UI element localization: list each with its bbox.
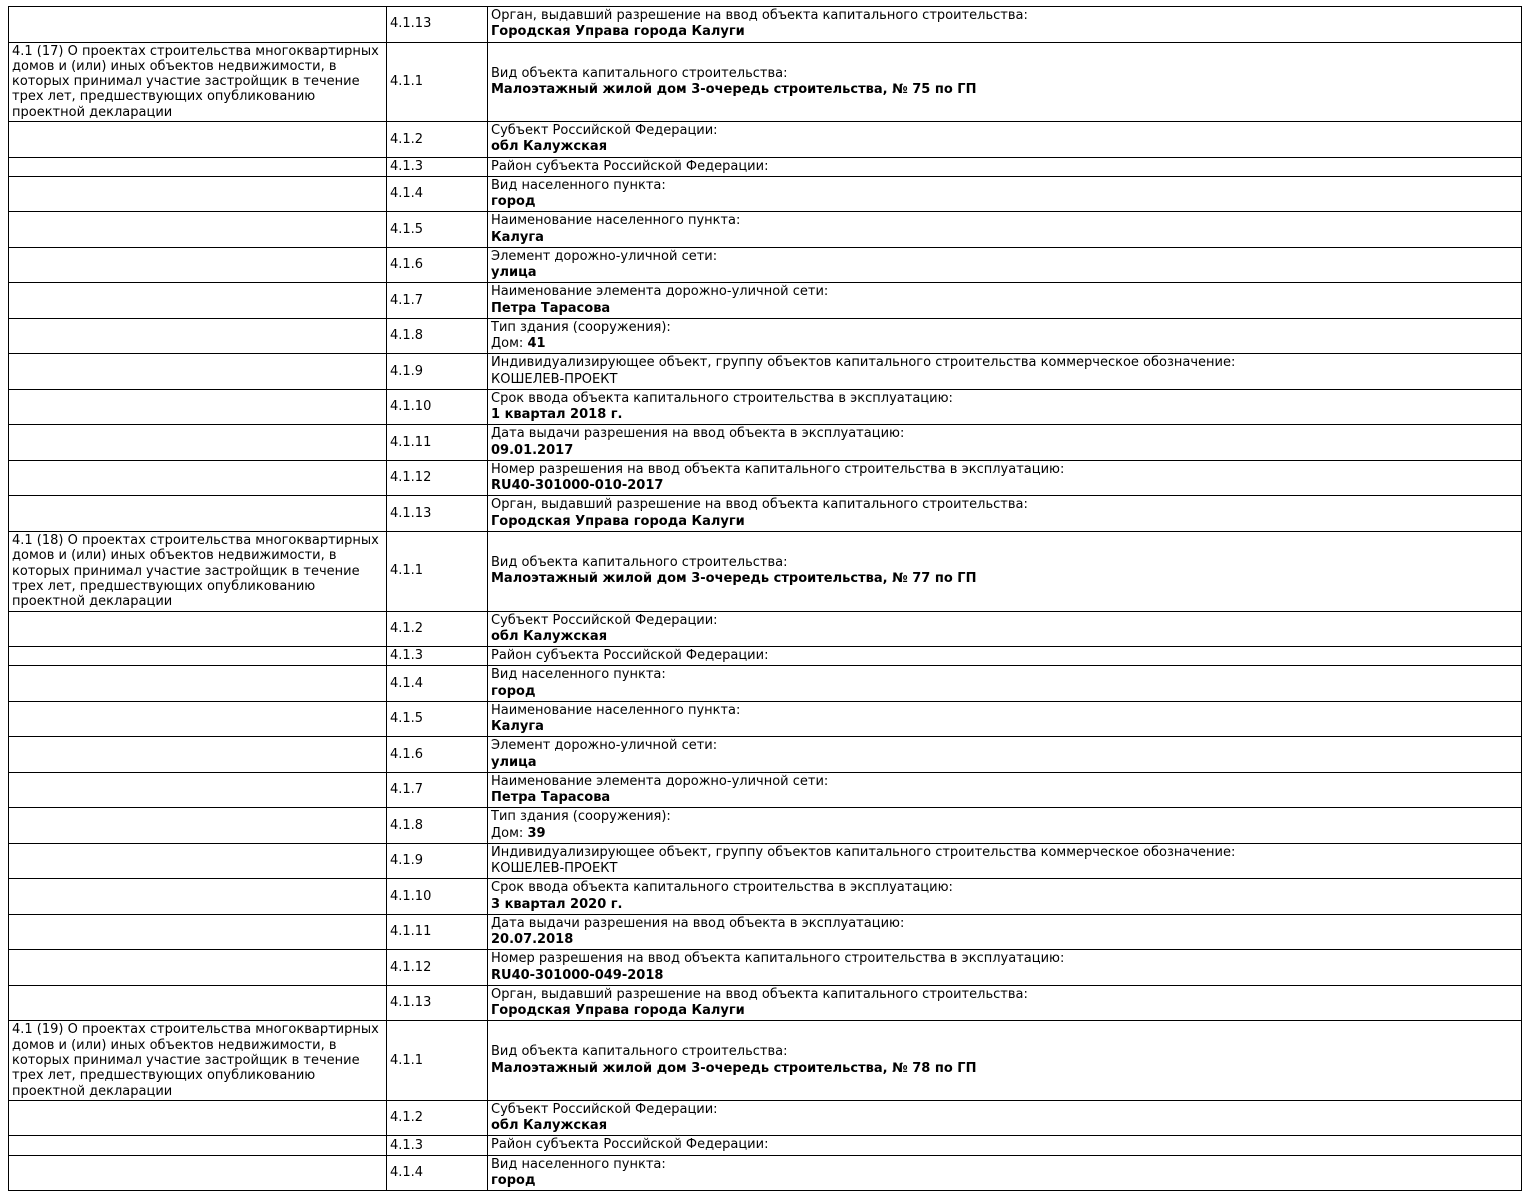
field-value-line bbox=[491, 968, 1518, 984]
section-empty-cell bbox=[9, 247, 387, 283]
field-label: Наименование элемента дорожно-уличной сети: bbox=[491, 773, 829, 789]
code-cell: 4.1.9 bbox=[387, 843, 488, 879]
field-value: улица bbox=[491, 754, 537, 770]
code-cell: 4.1.4 bbox=[387, 176, 488, 212]
field-value: Петра Тарасова bbox=[491, 790, 611, 806]
code-cell: 4.1.9 bbox=[387, 354, 488, 390]
content-cell bbox=[488, 1021, 1522, 1101]
code-cell: 4.1.6 bbox=[387, 737, 488, 773]
field-value: Городская Управа города Калуги bbox=[491, 24, 745, 40]
field-value: город bbox=[491, 1172, 536, 1188]
field-value: 20.07.2018 bbox=[491, 932, 574, 948]
field-value-line bbox=[491, 826, 1518, 842]
code-cell: 4.1.5 bbox=[387, 701, 488, 737]
section-empty-cell bbox=[9, 772, 387, 808]
field-value: улица bbox=[491, 265, 537, 281]
field-value: КОШЕЛЕВ-ПРОЕКТ bbox=[491, 371, 618, 387]
field-value-line bbox=[491, 1061, 1518, 1077]
field-value-line bbox=[491, 139, 1518, 155]
section-description-cell: 4.1 (19) О проектах строительства многоквартирных домов и (или) иных объектов недвижимости, в которых принимал участие застройщик в течение трех лет, предшествующих опубликованию проектной декларации bbox=[9, 1021, 387, 1101]
code-cell: 4.1.11 bbox=[387, 425, 488, 461]
code-cell: 4.1.13 bbox=[387, 985, 488, 1021]
field-label: Наименование населенного пункта: bbox=[491, 213, 741, 229]
field-label: Вид населенного пункта: bbox=[491, 177, 666, 193]
field-value-line bbox=[491, 897, 1518, 913]
code-cell: 4.1.8 bbox=[387, 808, 488, 844]
content-cell bbox=[488, 1100, 1522, 1136]
field-value-line bbox=[491, 372, 1518, 388]
field-value-line bbox=[491, 265, 1518, 281]
code-cell: 4.1.12 bbox=[387, 460, 488, 496]
field-label: Вид населенного пункта: bbox=[491, 1156, 666, 1172]
field-value-line bbox=[491, 629, 1518, 645]
content-cell bbox=[488, 701, 1522, 737]
field-value: город bbox=[491, 194, 536, 210]
table-row bbox=[9, 247, 1522, 283]
content-cell bbox=[488, 176, 1522, 212]
field-label: Срок ввода объекта капитального строительства в эксплуатацию: bbox=[491, 390, 953, 406]
section-description-cell: 4.1 (18) О проектах строительства многоквартирных домов и (или) иных объектов недвижимости, в которых принимал участие застройщик в течение трех лет, предшествующих опубликованию проектной декларации bbox=[9, 531, 387, 611]
code-cell: 4.1.2 bbox=[387, 122, 488, 158]
code-cell: 4.1.10 bbox=[387, 879, 488, 915]
code-cell: 4.1.2 bbox=[387, 1100, 488, 1136]
content-cell bbox=[488, 460, 1522, 496]
field-value-line bbox=[491, 443, 1518, 459]
code-cell: 4.1.13 bbox=[387, 496, 488, 532]
field-value: 09.01.2017 bbox=[491, 442, 574, 458]
section-empty-cell bbox=[9, 354, 387, 390]
code-cell: 4.1.5 bbox=[387, 212, 488, 248]
content-cell bbox=[488, 496, 1522, 532]
table-row bbox=[9, 318, 1522, 354]
code-cell: 4.1.13 bbox=[387, 7, 488, 43]
field-label: Срок ввода объекта капитального строительства в эксплуатацию: bbox=[491, 880, 953, 896]
field-value-line bbox=[491, 932, 1518, 948]
table-row bbox=[9, 701, 1522, 737]
table-row bbox=[9, 496, 1522, 532]
field-value: 1 квартал 2018 г. bbox=[491, 407, 623, 423]
field-value-line bbox=[491, 230, 1518, 246]
table-row bbox=[9, 914, 1522, 950]
field-value: 41 bbox=[527, 336, 546, 352]
table-row bbox=[9, 460, 1522, 496]
content-cell bbox=[488, 157, 1522, 176]
section-empty-cell bbox=[9, 737, 387, 773]
content-cell bbox=[488, 212, 1522, 248]
content-cell bbox=[488, 843, 1522, 879]
table-row bbox=[9, 985, 1522, 1021]
field-label: Наименование элемента дорожно-уличной сети: bbox=[491, 284, 829, 300]
section-empty-cell bbox=[9, 950, 387, 986]
content-cell bbox=[488, 122, 1522, 158]
field-value-line bbox=[491, 24, 1518, 40]
section-empty-cell bbox=[9, 1136, 387, 1155]
section-description-cell: 4.1 (17) О проектах строительства многоквартирных домов и (или) иных объектов недвижимости, в которых принимал участие застройщик в течение трех лет, предшествующих опубликованию проектной декларации bbox=[9, 42, 387, 122]
table-row bbox=[9, 176, 1522, 212]
code-cell: 4.1.1 bbox=[387, 42, 488, 122]
section-empty-cell bbox=[9, 611, 387, 647]
table-row bbox=[9, 389, 1522, 425]
content-cell bbox=[488, 425, 1522, 461]
table-row bbox=[9, 879, 1522, 915]
content-cell bbox=[488, 318, 1522, 354]
field-label: Тип здания (сооружения): bbox=[491, 319, 671, 335]
code-cell: 4.1.4 bbox=[387, 1155, 488, 1191]
table-row bbox=[9, 808, 1522, 844]
field-label: Орган, выдавший разрешение на ввод объекта капитального строительства: bbox=[491, 986, 1028, 1002]
field-value-line bbox=[491, 82, 1518, 98]
code-cell: 4.1.7 bbox=[387, 283, 488, 319]
field-value: Калуга bbox=[491, 229, 544, 245]
content-cell bbox=[488, 985, 1522, 1021]
field-value-line bbox=[491, 790, 1518, 806]
table-row bbox=[9, 737, 1522, 773]
field-label: Субъект Российской Федерации: bbox=[491, 123, 718, 139]
code-cell: 4.1.3 bbox=[387, 647, 488, 666]
field-label: Орган, выдавший разрешение на ввод объекта капитального строительства: bbox=[491, 497, 1028, 513]
section-empty-cell bbox=[9, 425, 387, 461]
field-value-line bbox=[491, 1118, 1518, 1134]
field-value: Калуга bbox=[491, 719, 544, 735]
field-value: Городская Управа города Калуги bbox=[491, 513, 745, 529]
table-row bbox=[9, 7, 1522, 43]
field-label: Элемент дорожно-уличной сети: bbox=[491, 738, 718, 754]
field-label: Наименование населенного пункта: bbox=[491, 702, 741, 718]
section-empty-cell bbox=[9, 212, 387, 248]
content-cell bbox=[488, 389, 1522, 425]
field-label: Субъект Российской Федерации: bbox=[491, 612, 718, 628]
table-row bbox=[9, 843, 1522, 879]
field-label: Индивидуализирующее объект, группу объектов капитального строительства коммерческое обозначение: bbox=[491, 844, 1236, 860]
field-value: город bbox=[491, 683, 536, 699]
field-label: Район субъекта Российской Федерации: bbox=[491, 648, 769, 664]
field-label: Орган, выдавший разрешение на ввод объекта капитального строительства: bbox=[491, 8, 1028, 23]
field-value-prefix: Дом: bbox=[491, 336, 528, 352]
field-value-line bbox=[491, 861, 1518, 877]
field-label: Индивидуализирующее объект, группу объектов капитального строительства коммерческое обозначение: bbox=[491, 355, 1236, 371]
code-cell: 4.1.7 bbox=[387, 772, 488, 808]
field-value: Малоэтажный жилой дом 3-очередь строительства, № 75 по ГП bbox=[491, 81, 977, 97]
field-value: обл Калужская bbox=[491, 1118, 608, 1134]
table-row bbox=[9, 122, 1522, 158]
content-cell bbox=[488, 808, 1522, 844]
section-empty-cell bbox=[9, 985, 387, 1021]
section-empty-cell bbox=[9, 176, 387, 212]
declaration-table-body bbox=[9, 7, 1522, 1191]
field-value-line bbox=[491, 194, 1518, 210]
field-value: КОШЕЛЕВ-ПРОЕКТ bbox=[491, 861, 618, 877]
section-empty-cell bbox=[9, 157, 387, 176]
table-row bbox=[9, 1155, 1522, 1191]
field-value: Петра Тарасова bbox=[491, 300, 611, 316]
section-empty-cell bbox=[9, 843, 387, 879]
table-row bbox=[9, 157, 1522, 176]
field-label: Тип здания (сооружения): bbox=[491, 809, 671, 825]
table-row bbox=[9, 772, 1522, 808]
field-value: Малоэтажный жилой дом 3-очередь строительства, № 77 по ГП bbox=[491, 571, 977, 587]
field-value: RU40-301000-049-2018 bbox=[491, 967, 664, 983]
field-value: обл Калужская bbox=[491, 139, 608, 155]
field-value-line bbox=[491, 719, 1518, 735]
field-label: Район субъекта Российской Федерации: bbox=[491, 1137, 769, 1153]
content-cell bbox=[488, 647, 1522, 666]
table-row bbox=[9, 666, 1522, 702]
field-value: 39 bbox=[527, 825, 546, 841]
section-empty-cell bbox=[9, 647, 387, 666]
field-label: Субъект Российской Федерации: bbox=[491, 1101, 718, 1117]
field-label: Вид объекта капитального строительства: bbox=[491, 65, 788, 81]
content-cell bbox=[488, 7, 1522, 43]
field-value: Городская Управа города Калуги bbox=[491, 1003, 745, 1019]
code-cell: 4.1.1 bbox=[387, 531, 488, 611]
content-cell bbox=[488, 914, 1522, 950]
field-label: Вид объекта капитального строительства: bbox=[491, 1044, 788, 1060]
section-empty-cell bbox=[9, 122, 387, 158]
field-value-line bbox=[491, 1003, 1518, 1019]
section-empty-cell bbox=[9, 1155, 387, 1191]
content-cell bbox=[488, 247, 1522, 283]
table-row bbox=[9, 283, 1522, 319]
code-cell: 4.1.12 bbox=[387, 950, 488, 986]
field-value: обл Калужская bbox=[491, 628, 608, 644]
field-value: Малоэтажный жилой дом 3-очередь строительства, № 78 по ГП bbox=[491, 1060, 977, 1076]
content-cell bbox=[488, 950, 1522, 986]
content-cell bbox=[488, 666, 1522, 702]
section-empty-cell bbox=[9, 7, 387, 43]
table-row bbox=[9, 425, 1522, 461]
field-value-line bbox=[491, 684, 1518, 700]
field-label: Элемент дорожно-уличной сети: bbox=[491, 248, 718, 264]
field-value-line bbox=[491, 755, 1518, 771]
field-label: Номер разрешения на ввод объекта капитального строительства в эксплуатацию: bbox=[491, 461, 1065, 477]
field-value-line bbox=[491, 407, 1518, 423]
code-cell: 4.1.4 bbox=[387, 666, 488, 702]
table-row bbox=[9, 42, 1522, 122]
section-empty-cell bbox=[9, 1100, 387, 1136]
section-empty-cell bbox=[9, 879, 387, 915]
code-cell: 4.1.6 bbox=[387, 247, 488, 283]
content-cell bbox=[488, 354, 1522, 390]
field-label: Вид объекта капитального строительства: bbox=[491, 554, 788, 570]
content-cell bbox=[488, 879, 1522, 915]
field-value-prefix: Дом: bbox=[491, 825, 528, 841]
table-row bbox=[9, 647, 1522, 666]
content-cell bbox=[488, 1155, 1522, 1191]
section-empty-cell bbox=[9, 318, 387, 354]
table-row bbox=[9, 950, 1522, 986]
section-empty-cell bbox=[9, 808, 387, 844]
content-cell bbox=[488, 611, 1522, 647]
field-label: Номер разрешения на ввод объекта капитального строительства в эксплуатацию: bbox=[491, 951, 1065, 967]
table-row bbox=[9, 611, 1522, 647]
field-value-line bbox=[491, 478, 1518, 494]
field-label: Вид населенного пункта: bbox=[491, 667, 666, 683]
section-empty-cell bbox=[9, 914, 387, 950]
section-empty-cell bbox=[9, 460, 387, 496]
field-value-line bbox=[491, 514, 1518, 530]
table-row bbox=[9, 1100, 1522, 1136]
code-cell: 4.1.2 bbox=[387, 611, 488, 647]
table-row bbox=[9, 212, 1522, 248]
content-cell bbox=[488, 283, 1522, 319]
content-cell bbox=[488, 42, 1522, 122]
table-row bbox=[9, 1021, 1522, 1101]
field-label: Дата выдачи разрешения на ввод объекта в эксплуатацию: bbox=[491, 915, 905, 931]
field-value-line bbox=[491, 336, 1518, 352]
field-label: Дата выдачи разрешения на ввод объекта в эксплуатацию: bbox=[491, 426, 905, 442]
field-value-line bbox=[491, 1173, 1518, 1189]
content-cell bbox=[488, 772, 1522, 808]
code-cell: 4.1.11 bbox=[387, 914, 488, 950]
section-empty-cell bbox=[9, 389, 387, 425]
table-row bbox=[9, 531, 1522, 611]
content-cell bbox=[488, 531, 1522, 611]
section-empty-cell bbox=[9, 666, 387, 702]
field-value-line bbox=[491, 301, 1518, 317]
field-value-line bbox=[491, 571, 1518, 587]
field-value: RU40-301000-010-2017 bbox=[491, 478, 664, 494]
code-cell: 4.1.8 bbox=[387, 318, 488, 354]
content-cell bbox=[488, 1136, 1522, 1155]
table-row bbox=[9, 354, 1522, 390]
code-cell: 4.1.3 bbox=[387, 1136, 488, 1155]
field-value: 3 квартал 2020 г. bbox=[491, 896, 623, 912]
declaration-table bbox=[8, 6, 1522, 1191]
content-cell bbox=[488, 737, 1522, 773]
section-empty-cell bbox=[9, 283, 387, 319]
declaration-document bbox=[8, 6, 1522, 1191]
code-cell: 4.1.10 bbox=[387, 389, 488, 425]
section-empty-cell bbox=[9, 496, 387, 532]
field-label: Район субъекта Российской Федерации: bbox=[491, 158, 769, 174]
section-empty-cell bbox=[9, 701, 387, 737]
table-row bbox=[9, 1136, 1522, 1155]
code-cell: 4.1.1 bbox=[387, 1021, 488, 1101]
code-cell: 4.1.3 bbox=[387, 157, 488, 176]
